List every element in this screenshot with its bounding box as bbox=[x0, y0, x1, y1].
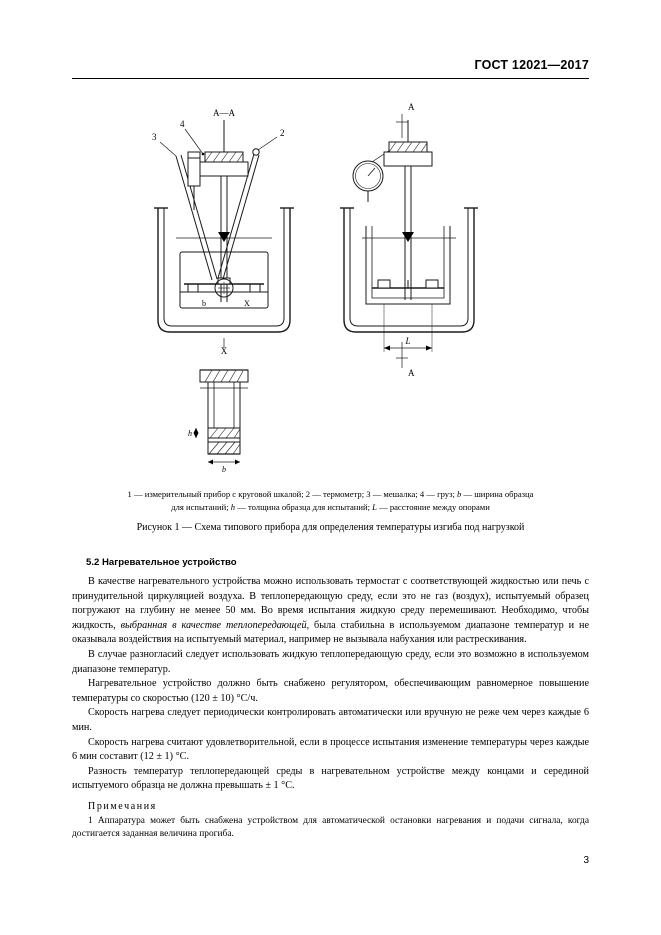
legend-text-5: — расстояние между опорами bbox=[376, 502, 490, 512]
paragraph-1-part-b: , была стабильна в используемом диапазоне температур и не оказывала воздействия на испытуемый материал, например не вызывала набухания или растрескивания. bbox=[72, 619, 589, 646]
paragraph-1 bbox=[72, 575, 589, 648]
notes-heading: Примечания bbox=[88, 800, 157, 812]
svg-text:b: b bbox=[202, 299, 206, 308]
section-heading: 5.2 Нагревательное устройство bbox=[86, 557, 237, 568]
section-body bbox=[72, 575, 589, 842]
legend-text-3: для испытаний; bbox=[171, 502, 231, 512]
svg-text:X: X bbox=[244, 299, 250, 308]
legend-symbol-b: b bbox=[457, 489, 462, 499]
svg-text:X: X bbox=[220, 346, 228, 356]
svg-text:4: 4 bbox=[180, 119, 185, 129]
paragraph-5: Скорость нагрева считают удовлетворительной, если в процессе испытания изменение температуры через каждые 6 мин составит (12 ± 1) °С. bbox=[72, 736, 589, 763]
legend-text-2: — ширина образца bbox=[461, 489, 534, 499]
svg-text:2: 2 bbox=[280, 128, 285, 138]
svg-text:3: 3 bbox=[152, 132, 157, 142]
paragraph-3: Нагревательное устройство должно быть снабжено регулятором, обеспечивающим равномерное повышение температуры со скоростью (120 ± 10) °С/ч. bbox=[72, 678, 589, 704]
svg-text:b: b bbox=[222, 465, 226, 474]
figure-1-diagram bbox=[72, 92, 589, 487]
svg-text:h: h bbox=[188, 429, 192, 438]
paragraph-1-italic: выбранная в качестве теплопередающей bbox=[120, 619, 307, 631]
page-number: 3 bbox=[583, 855, 589, 866]
figure-caption: Рисунок 1 — Схема типового прибора для определения температуры изгиба под нагрузкой bbox=[136, 522, 525, 533]
svg-text:А—А: А—А bbox=[213, 108, 235, 118]
legend-symbol-L: L bbox=[372, 502, 377, 512]
paragraph-2: В случае разногласий следует использовать жидкую теплопередающую среду, если это возможно в используемом диапазоне температур. bbox=[72, 648, 589, 675]
legend-text-1: 1 — измерительный прибор с круговой шкалой; 2 — термометр; 3 — мешалка; 4 — груз; bbox=[127, 489, 457, 499]
svg-text:А: А bbox=[408, 102, 415, 112]
legend-text-4: — толщина образца для испытаний; bbox=[235, 502, 373, 512]
paragraph-6: Разность температур теплопередающей среды в нагревательном устройстве между концами и серединой испытуемого образца не должна превышать ± 1 °С. bbox=[72, 765, 589, 792]
svg-text:L: L bbox=[405, 336, 411, 346]
figure-legend bbox=[72, 488, 589, 514]
header-rule bbox=[72, 78, 589, 79]
standard-header: ГОСТ 12021—2017 bbox=[474, 58, 589, 72]
paragraph-1-part-a: В качестве нагревательного устройства можно использовать термостат с соответствующей жидкостью или печь с принудительной циркуляцией воздуха. В теплопередающую среду, если это не газ (воздух), испытуемый образец погружают на глубину не менее 50 мм. Во время испытания жидкую среду перемешивают. Необходимо, чтобы жидкость, bbox=[72, 576, 589, 631]
legend-symbol-h: h bbox=[230, 502, 236, 512]
svg-text:А: А bbox=[408, 368, 415, 378]
note-1: 1 Аппаратура может быть снабжена устройством для автоматической остановки нагревания и подачи сигнала, когда достигается заданная величина прогиба. bbox=[72, 815, 589, 840]
paragraph-4: Скорость нагрева следует периодически контролировать автоматически или вручную не реже чем через каждые 6 мин. bbox=[72, 707, 589, 733]
